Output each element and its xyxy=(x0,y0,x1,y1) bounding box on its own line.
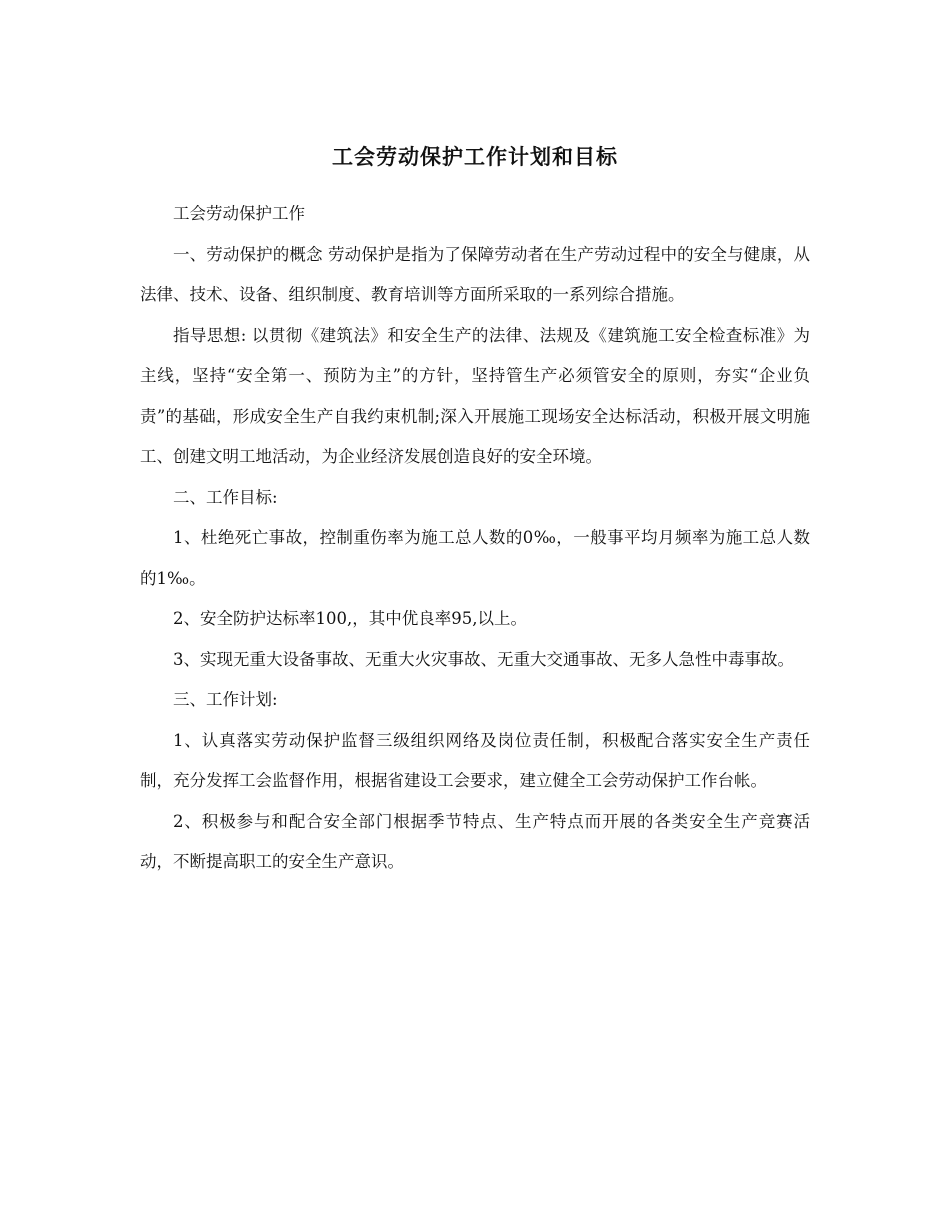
paragraph-section-heading: 工会劳动保护工作 xyxy=(173,204,305,223)
paragraph-guiding-ideology: 指导思想: 以贯彻《建筑法》和安全生产的法律、法规及《建筑施工安全检查标准》为主线，坚持“安全第一、预防为主”的方针，坚持管生产必须管安全的原则，夯实“企业负责”的基础，形成安全生产自我约束机制;深入开展施工现场安全达标活动，积极开展文明施工、创建文明工地活动，为企业经济发展创造良好的安全环境。 xyxy=(140,325,810,466)
paragraph-goals-heading: 二、工作目标: xyxy=(173,487,278,507)
paragraph-plan-1: 1、认真落实劳动保护监督三级组织网络及岗位责任制，积极配合落实安全生产责任制，充分发挥工会监督作用，根据省建设工会要求，建立健全工会劳动保护工作台帐。 xyxy=(140,730,810,790)
document-title: 工会劳动保护工作计划和目标 xyxy=(332,144,618,169)
paragraph-plan-2: 2、积极参与和配合安全部门根据季节特点、生产特点而开展的各类安全生产竞赛活动，不断提高职工的安全生产意识。 xyxy=(140,811,810,871)
paragraph-goal-1: 1、杜绝死亡事故，控制重伤率为施工总人数的0‰，一般事平均月频率为施工总人数的1‰。 xyxy=(140,528,810,588)
document-page xyxy=(140,140,810,883)
paragraph-concept: 一、劳动保护的概念 劳动保护是指为了保障劳动者在生产劳动过程中的安全与健康，从法律、技术、设备、组织制度、教育培训等方面所采取的一系列综合措施。 xyxy=(140,244,810,304)
paragraph-plan-heading: 三、工作计划: xyxy=(173,690,278,709)
paragraph-goal-3: 3、实现无重大设备事故、无重大火灾事故、无重大交通事故、无多人急性中毒事故。 xyxy=(173,649,794,669)
paragraph-goal-2: 2、安全防护达标率100,，其中优良率95,以上。 xyxy=(173,609,527,628)
